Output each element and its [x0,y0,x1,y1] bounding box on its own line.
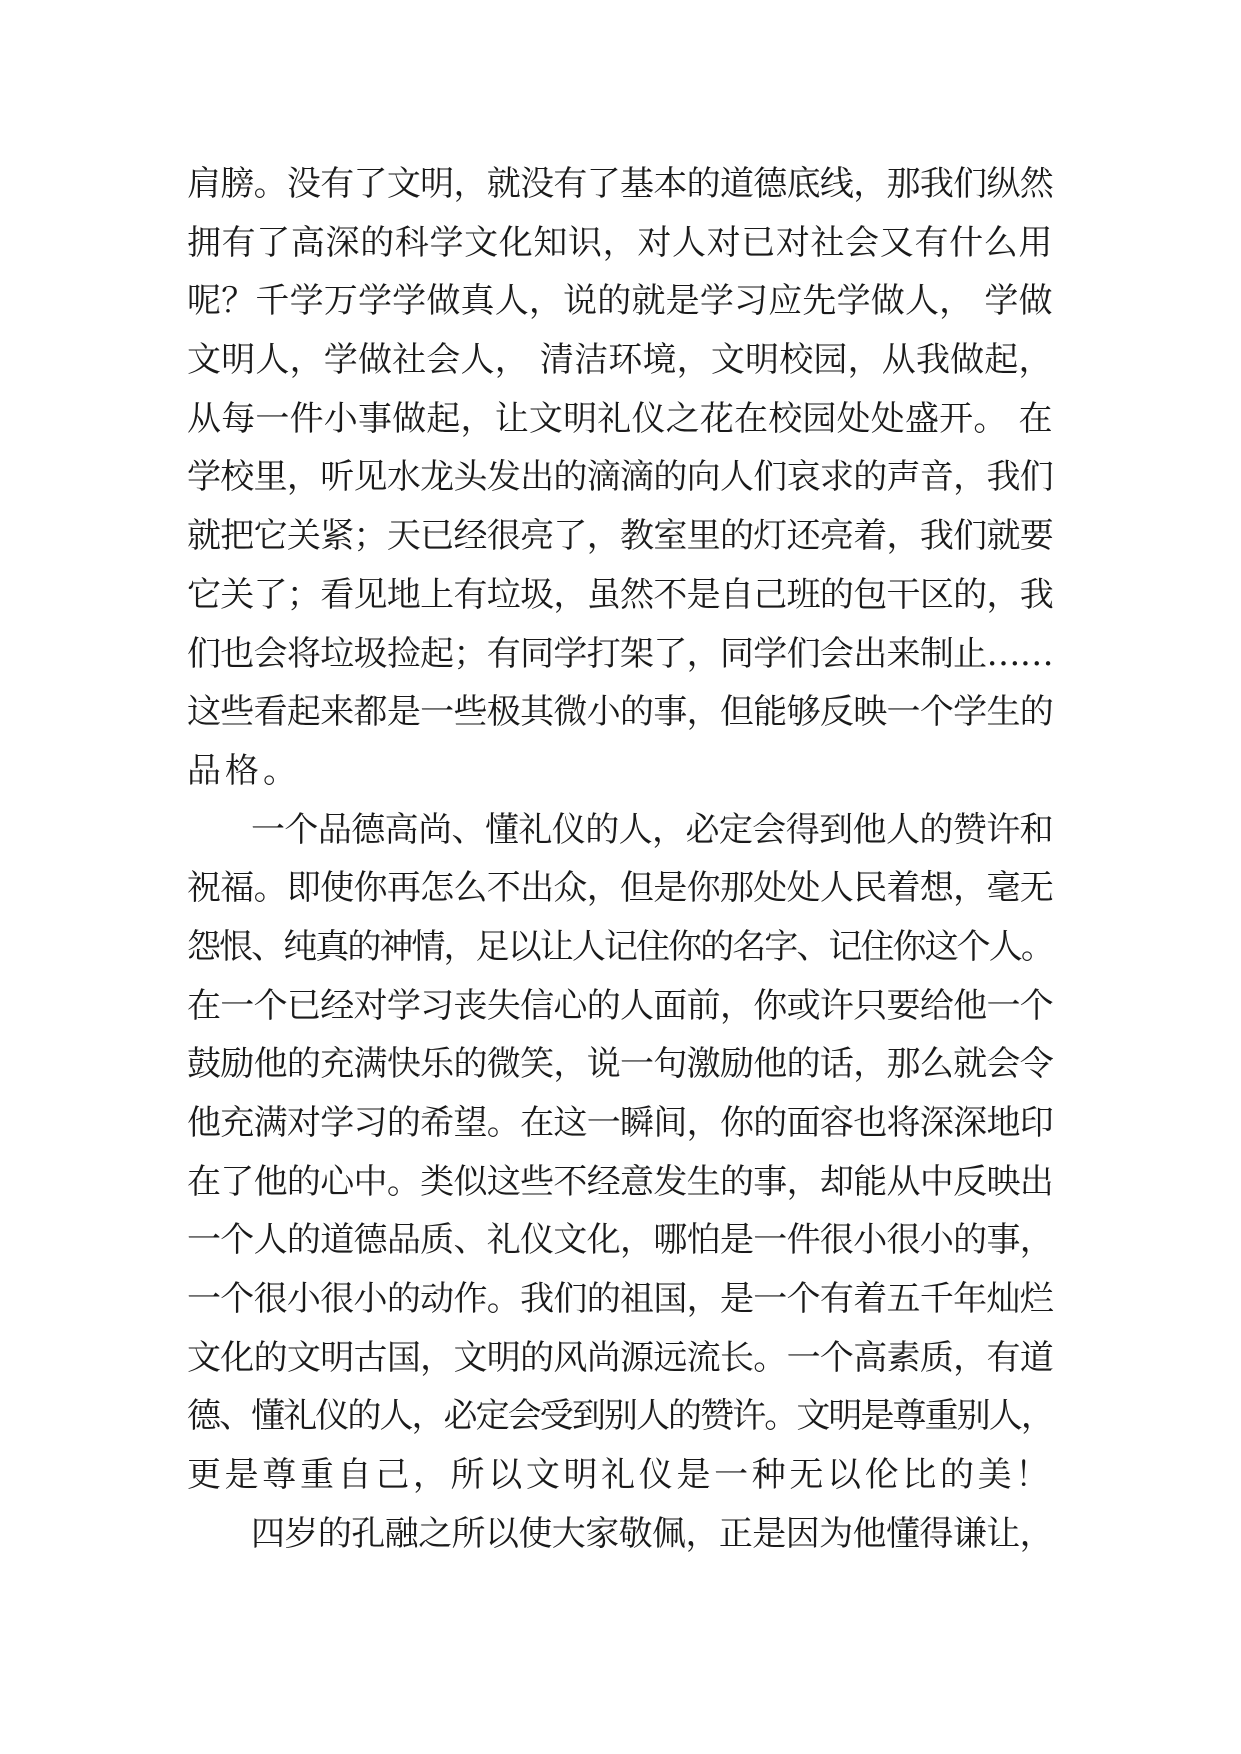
text-line: 呢？千学万学学做真人，说的就是学习应先学做人， 学做 [187,281,1053,322]
text-line: 就把它关紧；天已经很亮了，教室里的灯还亮着，我们就要 [187,516,1054,557]
text-line: 拥有了高深的科学文化知识，对人对已对社会又有什么用 [187,222,1053,263]
text-line-first: 四岁的孔融之所以使大家敬佩，正是因为他懂得谦让， [251,1513,1054,1554]
text-line: 鼓励他的充满快乐的微笑，说一句激励他的话，那么就会令 [187,1044,1054,1085]
text-line: 怨恨、纯真的神情，足以让人记住你的名字、记住你这个人。 [187,926,1053,967]
text-line: 学校里，听见水龙头发出的滴滴的向人们哀求的声音，我们 [187,457,1054,498]
text-line: 德、懂礼仪的人，必定会受到别人的赞许。文明是尊重别人， [187,1396,1053,1437]
text-line: 一个很小很小的动作。我们的祖国，是一个有着五千年灿烂 [187,1279,1054,1320]
paragraph-1 [187,158,1053,797]
paragraph-3 [187,1508,1053,1560]
text-line: 这些看起来都是一些极其微小的事，但能够反映一个学生的 [187,692,1054,733]
document-body [187,158,1053,1567]
text-line: 文化的文明古国，文明的风尚源远流长。一个高素质，有道 [187,1337,1054,1378]
text-line: 他充满对学习的希望。在这一瞬间，你的面容也将深深地印 [187,1103,1054,1143]
text-line: 祝福。即使你再怎么不出众，但是你那处处人民着想，毫无 [187,868,1054,909]
paragraph-2 [187,804,1053,1502]
text-line: 文明人，学做社会人， 清洁环境，文明校园，从我做起， [187,340,1053,381]
text-line: 肩膀。没有了文明，就没有了基本的道德底线，那我们纵然 [187,164,1054,204]
text-line: 一个人的道德品质、礼仪文化，哪怕是一件很小很小的事， [187,1220,1054,1261]
text-line: 们也会将垃圾捡起；有同学打架了，同学们会出来制止…… [187,633,1054,674]
text-line: 从每一件小事做起，让文明礼仪之花在校园处处盛开。 在 [187,398,1053,439]
text-line: 品格。 [187,750,301,791]
text-line: 更是尊重自己，所以文明礼仪是一种无以伦比的美！ [187,1455,1053,1496]
text-line-first: 一个品德高尚、懂礼仪的人，必定会得到他人的赞许和 [251,809,1054,850]
text-line: 在一个已经对学习丧失信心的人面前，你或许只要给他一个 [187,985,1054,1026]
text-line: 在了他的心中。类似这些不经意发生的事，却能从中反映出 [187,1161,1054,1202]
text-line: 它关了；看见地上有垃圾，虽然不是自己班的包干区的，我 [187,574,1054,615]
